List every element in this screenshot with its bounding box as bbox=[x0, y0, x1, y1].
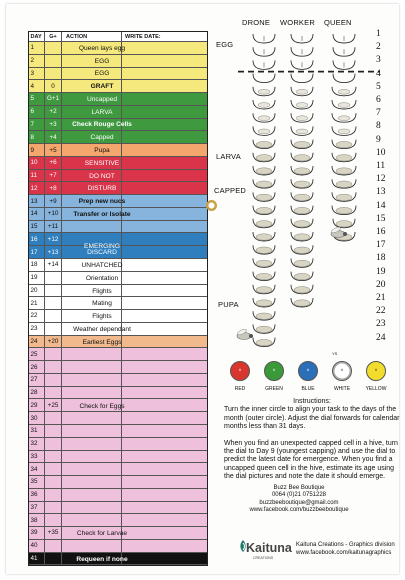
pupa-mark bbox=[294, 207, 310, 213]
day-cell: 29 bbox=[29, 399, 45, 411]
action-label: Check for Larvae bbox=[76, 530, 128, 538]
pupa-mark bbox=[336, 155, 352, 161]
pupa-mark bbox=[294, 273, 310, 279]
day-cell: 10 bbox=[29, 157, 45, 169]
pupa-mark bbox=[294, 287, 310, 293]
day-cell: 38 bbox=[29, 514, 45, 526]
action-label: Earliest Eggs bbox=[82, 338, 122, 346]
larva-mark bbox=[338, 129, 350, 134]
generation-cell bbox=[45, 374, 62, 386]
day-cell: 36 bbox=[29, 489, 45, 501]
swatch-top-label: YS bbox=[332, 351, 338, 356]
table-row bbox=[29, 514, 207, 527]
action-label: Orientation bbox=[85, 274, 119, 282]
day-cell: 27 bbox=[29, 374, 45, 386]
pupa-mark bbox=[336, 141, 352, 147]
generation-cell: +5 bbox=[45, 144, 62, 156]
generation-cell: +2 bbox=[45, 106, 62, 118]
generation-cell: +9 bbox=[45, 195, 62, 207]
larva-mark bbox=[296, 103, 308, 108]
generation-cell bbox=[45, 438, 62, 450]
day-number: 18 bbox=[376, 253, 386, 264]
color-swatch-red bbox=[230, 361, 250, 381]
swatch-mark: # bbox=[340, 367, 344, 372]
day-cell: 39 bbox=[29, 527, 45, 539]
day-cell: 26 bbox=[29, 361, 45, 373]
day-cell: 15 bbox=[29, 221, 45, 233]
generation-cell bbox=[45, 553, 62, 565]
pupa-mark bbox=[294, 221, 310, 227]
day-cell: 14 bbox=[29, 208, 45, 220]
action-cell bbox=[62, 438, 122, 450]
column-header-queen: QUEEN bbox=[324, 18, 352, 27]
action-label: Flights bbox=[92, 287, 112, 295]
write-date-cell[interactable] bbox=[122, 476, 207, 488]
pupa-mark bbox=[294, 194, 310, 200]
action-label: Requeen if none bbox=[76, 555, 128, 563]
brand-info bbox=[296, 542, 395, 557]
larva-mark bbox=[258, 116, 270, 121]
action-label: EMERGING bbox=[84, 242, 120, 250]
action-cell bbox=[62, 412, 122, 424]
swatch-label: BLUE bbox=[301, 386, 315, 392]
pupa-mark bbox=[294, 168, 310, 174]
cell-column-worker bbox=[291, 34, 313, 307]
day-cell: 20 bbox=[29, 285, 45, 297]
brood-cell bbox=[333, 74, 355, 83]
action-label: DISTURB bbox=[87, 185, 117, 193]
action-cell bbox=[62, 463, 122, 475]
table-row bbox=[29, 412, 207, 425]
day-number: 14 bbox=[376, 200, 386, 211]
pupa-mark bbox=[256, 141, 272, 147]
larva-mark bbox=[258, 89, 270, 94]
table-row bbox=[29, 387, 207, 400]
generation-cell bbox=[45, 502, 62, 514]
day-cell: 24 bbox=[29, 336, 45, 348]
write-date-cell[interactable] bbox=[122, 451, 207, 463]
day-cell: 34 bbox=[29, 463, 45, 475]
generation-cell: +4 bbox=[45, 131, 62, 143]
action-cell bbox=[62, 540, 122, 552]
action-cell bbox=[62, 489, 122, 501]
action-label: SENSITIVE bbox=[84, 159, 120, 167]
brand-line-1: Kaituna Creations - Graphics division bbox=[296, 542, 395, 548]
larva-mark bbox=[296, 89, 308, 94]
action-label: Mating bbox=[92, 300, 112, 308]
pupa-mark bbox=[256, 313, 272, 319]
day-cell: 21 bbox=[29, 297, 45, 309]
write-date-cell[interactable] bbox=[122, 502, 207, 514]
day-number: 10 bbox=[376, 147, 386, 158]
contact-block bbox=[224, 485, 374, 515]
table-row bbox=[29, 489, 207, 502]
action-label: Weather dependant bbox=[73, 325, 131, 333]
brood-cell bbox=[291, 74, 313, 83]
swatch-label: GREEN bbox=[265, 386, 283, 392]
day-cell: 7 bbox=[29, 119, 45, 131]
generation-cell: +11 bbox=[45, 221, 62, 233]
table-row bbox=[29, 463, 207, 476]
pupa-mark bbox=[294, 300, 310, 306]
color-swatch-green bbox=[264, 361, 284, 381]
day-number: 24 bbox=[376, 332, 386, 343]
day-cell: 35 bbox=[29, 476, 45, 488]
brood-cell bbox=[253, 74, 275, 83]
instructions-title: Instructions: bbox=[293, 398, 331, 405]
pupa-mark bbox=[336, 221, 352, 227]
pupa-mark bbox=[336, 207, 352, 213]
day-cell: 28 bbox=[29, 387, 45, 399]
day-cell: 8 bbox=[29, 131, 45, 143]
table-row bbox=[29, 374, 207, 387]
day-cell: 17 bbox=[29, 246, 45, 258]
pupa-mark bbox=[256, 247, 272, 253]
generation-cell: +6 bbox=[45, 157, 62, 169]
table-row bbox=[29, 451, 207, 464]
action-label: Prep new nucs bbox=[78, 198, 126, 206]
pupa-mark bbox=[294, 260, 310, 266]
generation-cell: G+1 bbox=[45, 93, 62, 105]
day-number: 5 bbox=[376, 81, 381, 92]
swatch-mark: # bbox=[272, 367, 276, 372]
pupa-mark bbox=[256, 221, 272, 227]
day-number: 7 bbox=[376, 108, 381, 119]
contact-phone: 0064 (0)21 0751228 bbox=[271, 492, 327, 499]
pupa-mark bbox=[256, 207, 272, 213]
header-g: G+ bbox=[45, 32, 62, 41]
cell-development-diagram bbox=[6, 4, 399, 374]
day-number: 19 bbox=[376, 266, 386, 277]
action-cell bbox=[62, 514, 122, 526]
swatch-label: YELLOW bbox=[365, 386, 387, 392]
color-swatch-yellow bbox=[366, 361, 386, 381]
stage-label-capped: CAPPED bbox=[214, 186, 247, 195]
day-cell: 2 bbox=[29, 55, 45, 67]
bee-icon bbox=[237, 328, 253, 339]
day-cell: 5 bbox=[29, 93, 45, 105]
action-label: UNHATCHED bbox=[81, 262, 123, 269]
pupa-mark bbox=[256, 260, 272, 266]
action-label: DO NOT bbox=[89, 172, 115, 180]
action-cell bbox=[62, 425, 122, 437]
day-cell: 22 bbox=[29, 310, 45, 322]
day-number: 6 bbox=[376, 95, 381, 105]
larva-mark bbox=[338, 103, 350, 108]
swatch-mark: # bbox=[374, 367, 378, 372]
table-row bbox=[29, 502, 207, 515]
action-cell bbox=[62, 502, 122, 514]
day-cell: 3 bbox=[29, 68, 45, 80]
generation-cell: +12 bbox=[45, 233, 62, 245]
generation-cell bbox=[45, 412, 62, 424]
pupa-mark bbox=[256, 168, 272, 174]
larva-mark bbox=[296, 129, 308, 134]
larva-mark bbox=[258, 129, 270, 134]
larva-mark bbox=[338, 89, 350, 94]
day-number: 4 bbox=[376, 68, 381, 79]
pupa-mark bbox=[256, 339, 272, 345]
generation-cell: +10 bbox=[45, 208, 62, 220]
day-cell: 23 bbox=[29, 323, 45, 335]
color-swatch-white bbox=[332, 361, 352, 381]
day-number: 9 bbox=[376, 134, 381, 145]
generation-cell: +13 bbox=[45, 246, 62, 258]
write-date-cell[interactable] bbox=[122, 463, 207, 475]
write-date-cell[interactable] bbox=[122, 425, 207, 437]
swatch-label: RED bbox=[234, 386, 246, 392]
stage-label-pupa: PUPA bbox=[218, 300, 239, 309]
generation-cell bbox=[45, 463, 62, 475]
day-cell: 6 bbox=[29, 106, 45, 118]
generation-cell bbox=[45, 387, 62, 399]
action-cell bbox=[62, 476, 122, 488]
action-label: Transfer or Isolate bbox=[73, 210, 131, 218]
header-day: DAY bbox=[29, 32, 45, 41]
swatch-label: WHITE bbox=[333, 386, 351, 392]
header-action: ACTION bbox=[62, 32, 122, 41]
stage-label-egg: EGG bbox=[216, 40, 234, 49]
contact-web: www.facebook.com/buzzbeeboutique bbox=[249, 507, 349, 514]
action-label: EGG bbox=[94, 57, 110, 65]
write-date-cell[interactable] bbox=[122, 412, 207, 424]
action-label: DISCARD bbox=[87, 249, 117, 257]
day-number: 17 bbox=[376, 240, 386, 251]
action-label: Pupa bbox=[94, 146, 110, 154]
pupa-mark bbox=[294, 234, 310, 240]
generation-cell: +14 bbox=[45, 259, 62, 271]
pupa-mark bbox=[336, 194, 352, 200]
contact-email: buzzbeeboutique@gmail.com bbox=[259, 499, 339, 506]
larva-mark bbox=[258, 103, 270, 108]
day-cell: 40 bbox=[29, 540, 45, 552]
day-number: 13 bbox=[376, 187, 386, 198]
pupa-mark bbox=[336, 168, 352, 174]
generation-cell bbox=[45, 476, 62, 488]
day-cell: 9 bbox=[29, 144, 45, 156]
write-date-cell[interactable] bbox=[122, 438, 207, 450]
action-label: Check for Eggs bbox=[79, 402, 125, 410]
generation-cell bbox=[45, 489, 62, 501]
contact-name: Buzz Bee Boutique bbox=[273, 485, 325, 491]
generation-cell: +20 bbox=[45, 336, 62, 348]
instructions-paragraph-2: When you find an unexpected capped cell in a hive, turn the dial to Day 9 (youngest capping) and use the dial to predict the latest date for emergence. When you find a uncapped queen cell in the hive, estimate its age using the dial pictures and note the date it should emerge. bbox=[224, 439, 398, 481]
day-number: 3 bbox=[376, 55, 381, 66]
day-cell: 13 bbox=[29, 195, 45, 207]
generation-cell: 0 bbox=[45, 80, 62, 92]
action-label: Uncapped bbox=[86, 95, 118, 103]
header-write-date: WRITE DATE: bbox=[125, 33, 161, 40]
day-cell: 32 bbox=[29, 438, 45, 450]
pupa-mark bbox=[256, 194, 272, 200]
day-number: 23 bbox=[376, 319, 386, 330]
cell-column-queen bbox=[332, 34, 356, 241]
cell-column-drone bbox=[253, 34, 275, 347]
stage-label-larva: LARVA bbox=[216, 152, 241, 161]
day-number: 12 bbox=[376, 174, 386, 185]
swatch-mark: # bbox=[306, 367, 310, 372]
generation-cell bbox=[45, 540, 62, 552]
larva-mark bbox=[338, 116, 350, 121]
day-cell: 30 bbox=[29, 412, 45, 424]
generation-cell: +3 bbox=[45, 119, 62, 131]
action-cell bbox=[62, 374, 122, 386]
day-number: 2 bbox=[376, 42, 381, 53]
generation-cell bbox=[45, 514, 62, 526]
action-label: Queen lays egg bbox=[78, 44, 126, 52]
larva-mark bbox=[296, 116, 308, 121]
instructions-paragraph-1: Turn the inner circle to align your task to the days of the month (outer circle). Adjust the dial forwards for calendar months less than 31 days. bbox=[224, 406, 400, 431]
table-row bbox=[29, 425, 207, 438]
generation-cell: +8 bbox=[45, 182, 62, 194]
generation-cell: +35 bbox=[45, 527, 62, 539]
color-swatch-blue bbox=[298, 361, 318, 381]
day-number: 20 bbox=[376, 279, 386, 290]
day-cell: 19 bbox=[29, 272, 45, 284]
dial-sheet bbox=[6, 4, 399, 574]
action-cell bbox=[62, 387, 122, 399]
swatch-mark: # bbox=[238, 367, 242, 372]
write-date-cell[interactable] bbox=[122, 489, 207, 501]
pupa-mark bbox=[256, 273, 272, 279]
day-cell: 12 bbox=[29, 182, 45, 194]
action-label: GRAFT bbox=[90, 83, 114, 91]
day-number: 15 bbox=[376, 213, 386, 224]
write-date-cell[interactable] bbox=[122, 387, 207, 399]
day-number: 11 bbox=[376, 161, 386, 171]
instructions bbox=[224, 398, 400, 482]
day-cell: 31 bbox=[29, 425, 45, 437]
pupa-mark bbox=[256, 181, 272, 187]
day-cell: 37 bbox=[29, 502, 45, 514]
day-number: 1 bbox=[376, 29, 381, 39]
action-label: Flights bbox=[92, 313, 112, 321]
action-label: Check Rouge Cells bbox=[72, 121, 132, 129]
day-cell: 1 bbox=[29, 42, 45, 54]
day-cell: 11 bbox=[29, 170, 45, 182]
pupa-mark bbox=[256, 326, 272, 332]
pupa-mark bbox=[294, 141, 310, 147]
day-cell: 33 bbox=[29, 451, 45, 463]
day-cell: 16 bbox=[29, 233, 45, 245]
day-cell: 4 bbox=[29, 80, 45, 92]
day-number: 22 bbox=[376, 306, 386, 317]
pupa-mark bbox=[336, 181, 352, 187]
day-cell: 25 bbox=[29, 348, 45, 360]
kaituna-logo-subtext: CREATIONS bbox=[253, 556, 274, 560]
write-date-cell[interactable] bbox=[122, 540, 207, 552]
pupa-mark bbox=[256, 287, 272, 293]
write-date-cell[interactable] bbox=[122, 514, 207, 526]
table-row bbox=[29, 476, 207, 489]
action-cell bbox=[62, 451, 122, 463]
pupa-mark bbox=[294, 155, 310, 161]
day-number: 8 bbox=[376, 121, 381, 132]
day-number: 16 bbox=[376, 227, 386, 237]
generation-cell bbox=[45, 451, 62, 463]
pupa-mark bbox=[256, 155, 272, 161]
pupa-mark bbox=[294, 247, 310, 253]
action-label: EGG bbox=[94, 70, 110, 78]
pupa-mark bbox=[294, 181, 310, 187]
day-cell: 18 bbox=[29, 259, 45, 271]
brand-line-2: www.facebook.com/kaitunagraphics bbox=[296, 549, 392, 556]
kaituna-logo-text: Kaituna bbox=[246, 541, 292, 555]
pupa-mark bbox=[256, 300, 272, 306]
table-row bbox=[29, 438, 207, 451]
generation-cell: +7 bbox=[45, 170, 62, 182]
write-date-cell[interactable] bbox=[122, 374, 207, 386]
day-number: 21 bbox=[376, 293, 386, 303]
action-label: Capped bbox=[90, 134, 114, 142]
action-label: LARVA bbox=[91, 108, 113, 116]
table-row bbox=[29, 540, 207, 553]
generation-cell bbox=[45, 425, 62, 437]
generation-cell: +25 bbox=[45, 399, 62, 411]
column-header-worker: WORKER bbox=[280, 18, 315, 27]
column-header-drone: DRONE bbox=[242, 18, 271, 27]
day-cell: 41 bbox=[29, 553, 45, 565]
pupa-mark bbox=[256, 234, 272, 240]
